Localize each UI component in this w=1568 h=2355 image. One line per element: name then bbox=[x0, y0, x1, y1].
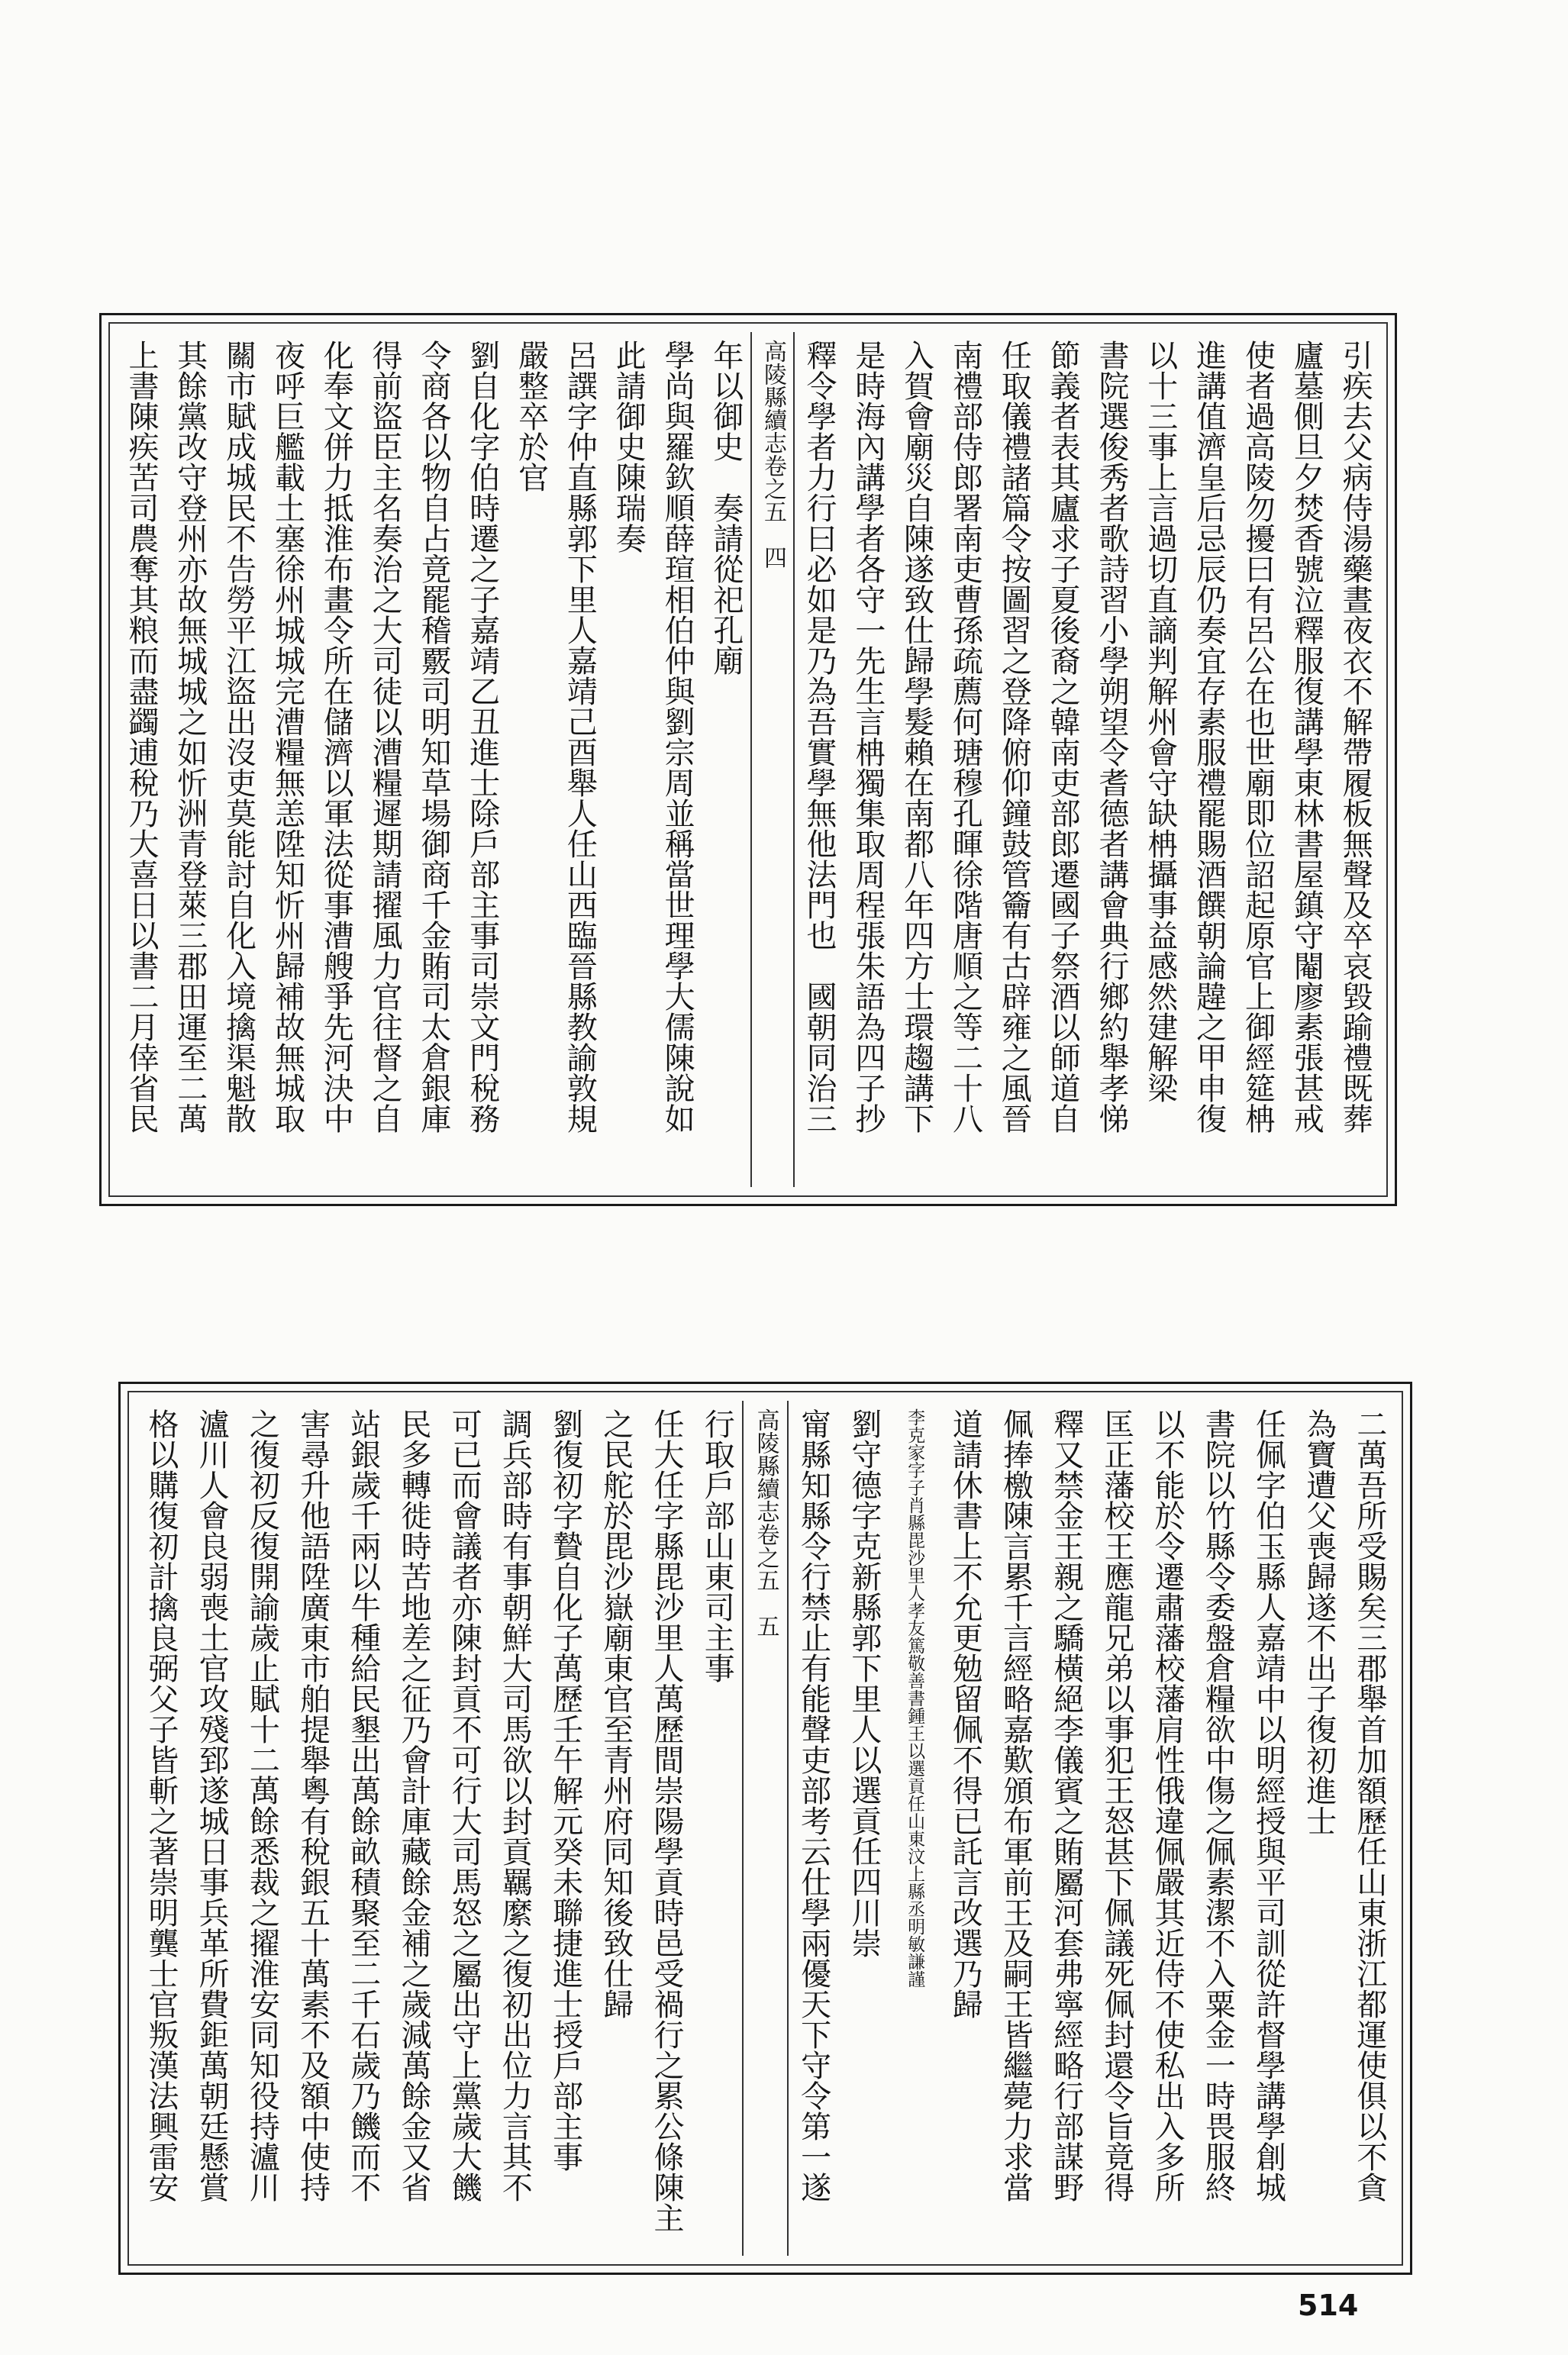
text-column: 進講值濟皇后忌辰仍奏宜存素服禮罷賜酒饌朝論韙之甲申復 bbox=[1191, 340, 1227, 1134]
text-column: 格以購復初計擒良弼父子皆斬之著崇明龔士官叛漢法興雷安 bbox=[143, 1408, 179, 2202]
text-column: 令商各以物自占竟罷稽覈司明知草場御商千金賄司太倉銀庫 bbox=[415, 340, 451, 1134]
text-column: 使者過高陵勿擾曰有呂公在也世廟即位詔起原官上御經筵柟 bbox=[1240, 340, 1276, 1134]
text-column: 站銀歲千兩以牛種給民墾出萬餘畝積聚至二千石歲乃饑而不 bbox=[345, 1408, 381, 2202]
text-column: 劉守德字克新縣郭下里人以選貢任四川崇 bbox=[846, 1408, 882, 1958]
text-column: 甯縣知縣令行禁止有能聲吏部考云仕學兩優天下守令第一遂 bbox=[795, 1408, 831, 2202]
text-column: 道請休書上不允更勉留佩不得已託言改選乃歸 bbox=[947, 1408, 983, 2019]
text-column: 以十三事上言過切直謫判解州會守缺柟攝事益感然建解梁 bbox=[1142, 340, 1178, 1103]
text-column: 劉自化字伯時遷之子嘉靖乙丑進士除戶部主事司崇文門稅務 bbox=[464, 340, 500, 1134]
text-column: 南禮部侍郎署南吏曹孫疏薦何瑭穆孔暉徐階唐順之等二十八 bbox=[947, 340, 983, 1134]
text-column: 行取戶部山東司主事 bbox=[699, 1408, 735, 1683]
text-column: 其餘黨改守登州亦故無城城之如忻洲青登萊三郡田運至二萬 bbox=[172, 340, 208, 1134]
text-column: 調兵部時有事朝鮮大司馬欲以封貢羈縻之復初出位力言其不 bbox=[497, 1408, 533, 2202]
text-column: 是時海內講學者各守一先生言柟獨集取周程張朱語為四子抄 bbox=[850, 340, 886, 1134]
text-column: 書院以竹縣令委盤倉糧欲中傷之佩素潔不入粟金一時畏服終 bbox=[1200, 1408, 1236, 2202]
top-text-block bbox=[99, 313, 1397, 1206]
text-column: 引疾去父病侍湯藥晝夜衣不解帶履板無聲及卒哀毀踰禮既葬 bbox=[1337, 340, 1373, 1134]
text-column: 匡正藩校王應龍兄弟以事犯王怒甚下佩議死佩封還令旨竟得 bbox=[1099, 1408, 1134, 2202]
text-column: 害尋升他語陞廣東市舶提舉粵有稅銀五十萬素不及額中使持 bbox=[295, 1408, 331, 2202]
text-column: 為寶遭父喪歸遂不出子復初進士 bbox=[1301, 1408, 1337, 1836]
text-column: 釋又禁金王親之驕橫絕李儀賓之賄屬河套弗寧經略行部謀野 bbox=[1048, 1408, 1084, 2202]
text-column: 關市賦成城民不告勞平江盜出沒吏莫能討自化入境擒渠魁散 bbox=[221, 340, 256, 1134]
text-column: 得前盜臣主名奏治之大司徒以漕糧遲期請擢風力官往督之自 bbox=[367, 340, 403, 1134]
text-column: 佩捧檄陳言累千言經略嘉歎頒布軍前王及嗣王皆繼薨力求當 bbox=[998, 1408, 1034, 2202]
text-column: 任佩字伯玉縣人嘉靖中以明經授與平司訓從許督學講學創城 bbox=[1250, 1408, 1286, 2202]
text-column: 劉復初字贄自化子萬歷壬午解元癸未聯捷進士授戶部主事 bbox=[547, 1408, 583, 2172]
text-column: 民多轉徙時苦地差之征乃會計庫藏餘金補之歲減萬餘金又省 bbox=[395, 1408, 431, 2202]
text-column: 年以御史 奏請從祀孔廟 bbox=[708, 340, 744, 676]
text-column: 此請御史陳瑞奏 bbox=[611, 340, 647, 553]
text-column: 學尚與羅欽順薛瑄相伯仲與劉宗周並稱當世理學大儒陳說如 bbox=[660, 340, 695, 1134]
text-column: 可已而會議者亦陳封貢不可行大司馬怒之屬出守上黨歲大饑 bbox=[447, 1408, 482, 2202]
page-number: 514 bbox=[1298, 2289, 1359, 2322]
text-column: 任大任字縣毘沙里人萬歷間崇陽學貢時邑受禍行之累公條陳主 bbox=[649, 1408, 684, 2233]
text-column: 書院選俊秀者歌詩習小學朔望令耆德者講會典行鄉約舉孝悌 bbox=[1093, 340, 1129, 1134]
bottom-columns bbox=[136, 1401, 1395, 2256]
top-columns bbox=[117, 332, 1379, 1187]
fold-center-label: 高陵縣續志卷之五 五 bbox=[742, 1401, 788, 2256]
text-column: 廬墓側旦夕焚香號泣釋服復講學東林書屋鎮守閹廖素張甚戒 bbox=[1289, 340, 1324, 1134]
text-column: 化奉文併力抵淮布畫令所在儲濟以軍法從事漕艘爭先河決中 bbox=[318, 340, 354, 1134]
text-column: 釋令學者力行曰必如是乃為吾實學無他法門也 國朝同治三 bbox=[801, 340, 837, 1134]
text-column: 二萬吾所受賜矣三郡舉首加額歷任山東浙江都運使俱以不貪 bbox=[1351, 1408, 1387, 2202]
text-column: 入賀會廟災自陳遂致仕歸學髮賴在南都八年四方士環趨講下 bbox=[899, 340, 934, 1134]
text-column: 瀘川人會良弱喪土官攻殘郅遂城日事兵革所費鉅萬朝廷懸賞 bbox=[194, 1408, 230, 2202]
text-column: 節義者表其廬求子夏後裔之韓南吏部郎遷國子祭酒以師道自 bbox=[1045, 340, 1081, 1134]
text-column: 呂譔字仲直縣郭下里人嘉靖己酉舉人任山西臨晉縣教諭敦規 bbox=[562, 340, 598, 1134]
fold-center-label: 高陵縣續志卷之五 四 bbox=[750, 332, 795, 1187]
bottom-text-block bbox=[118, 1382, 1412, 2275]
text-column: 之復初反復開諭歲止賦十二萬餘悉裁之擢淮安同知役持瀘川 bbox=[244, 1408, 280, 2202]
text-column: 上書陳疾苦司農奪其粮而盡蠲逋稅乃大喜日以書二月倖省民 bbox=[123, 340, 159, 1134]
text-column: 夜呼巨艦載土塞徐州城城完漕糧無恙陞知忻州歸補故無城取 bbox=[269, 340, 305, 1134]
text-column: 嚴整卒於官 bbox=[513, 340, 549, 492]
text-column: 任取儀禮諸篇令按圖習之登降俯仰鐘鼓管籥有古辟雍之風晉 bbox=[996, 340, 1032, 1134]
text-column: 之民舵於毘沙嶽廟東官至青州府同知後致仕歸 bbox=[598, 1408, 634, 2019]
text-column: 李克家字子肖縣毘沙里人孝友篤敬善書鍾王以選貢任山東汶上縣丞明敏謙謹 bbox=[905, 1408, 925, 1988]
text-column: 以不能於令遷肅藩校藩肩性俄違佩嚴其近侍不使私出入多所 bbox=[1150, 1408, 1186, 2202]
